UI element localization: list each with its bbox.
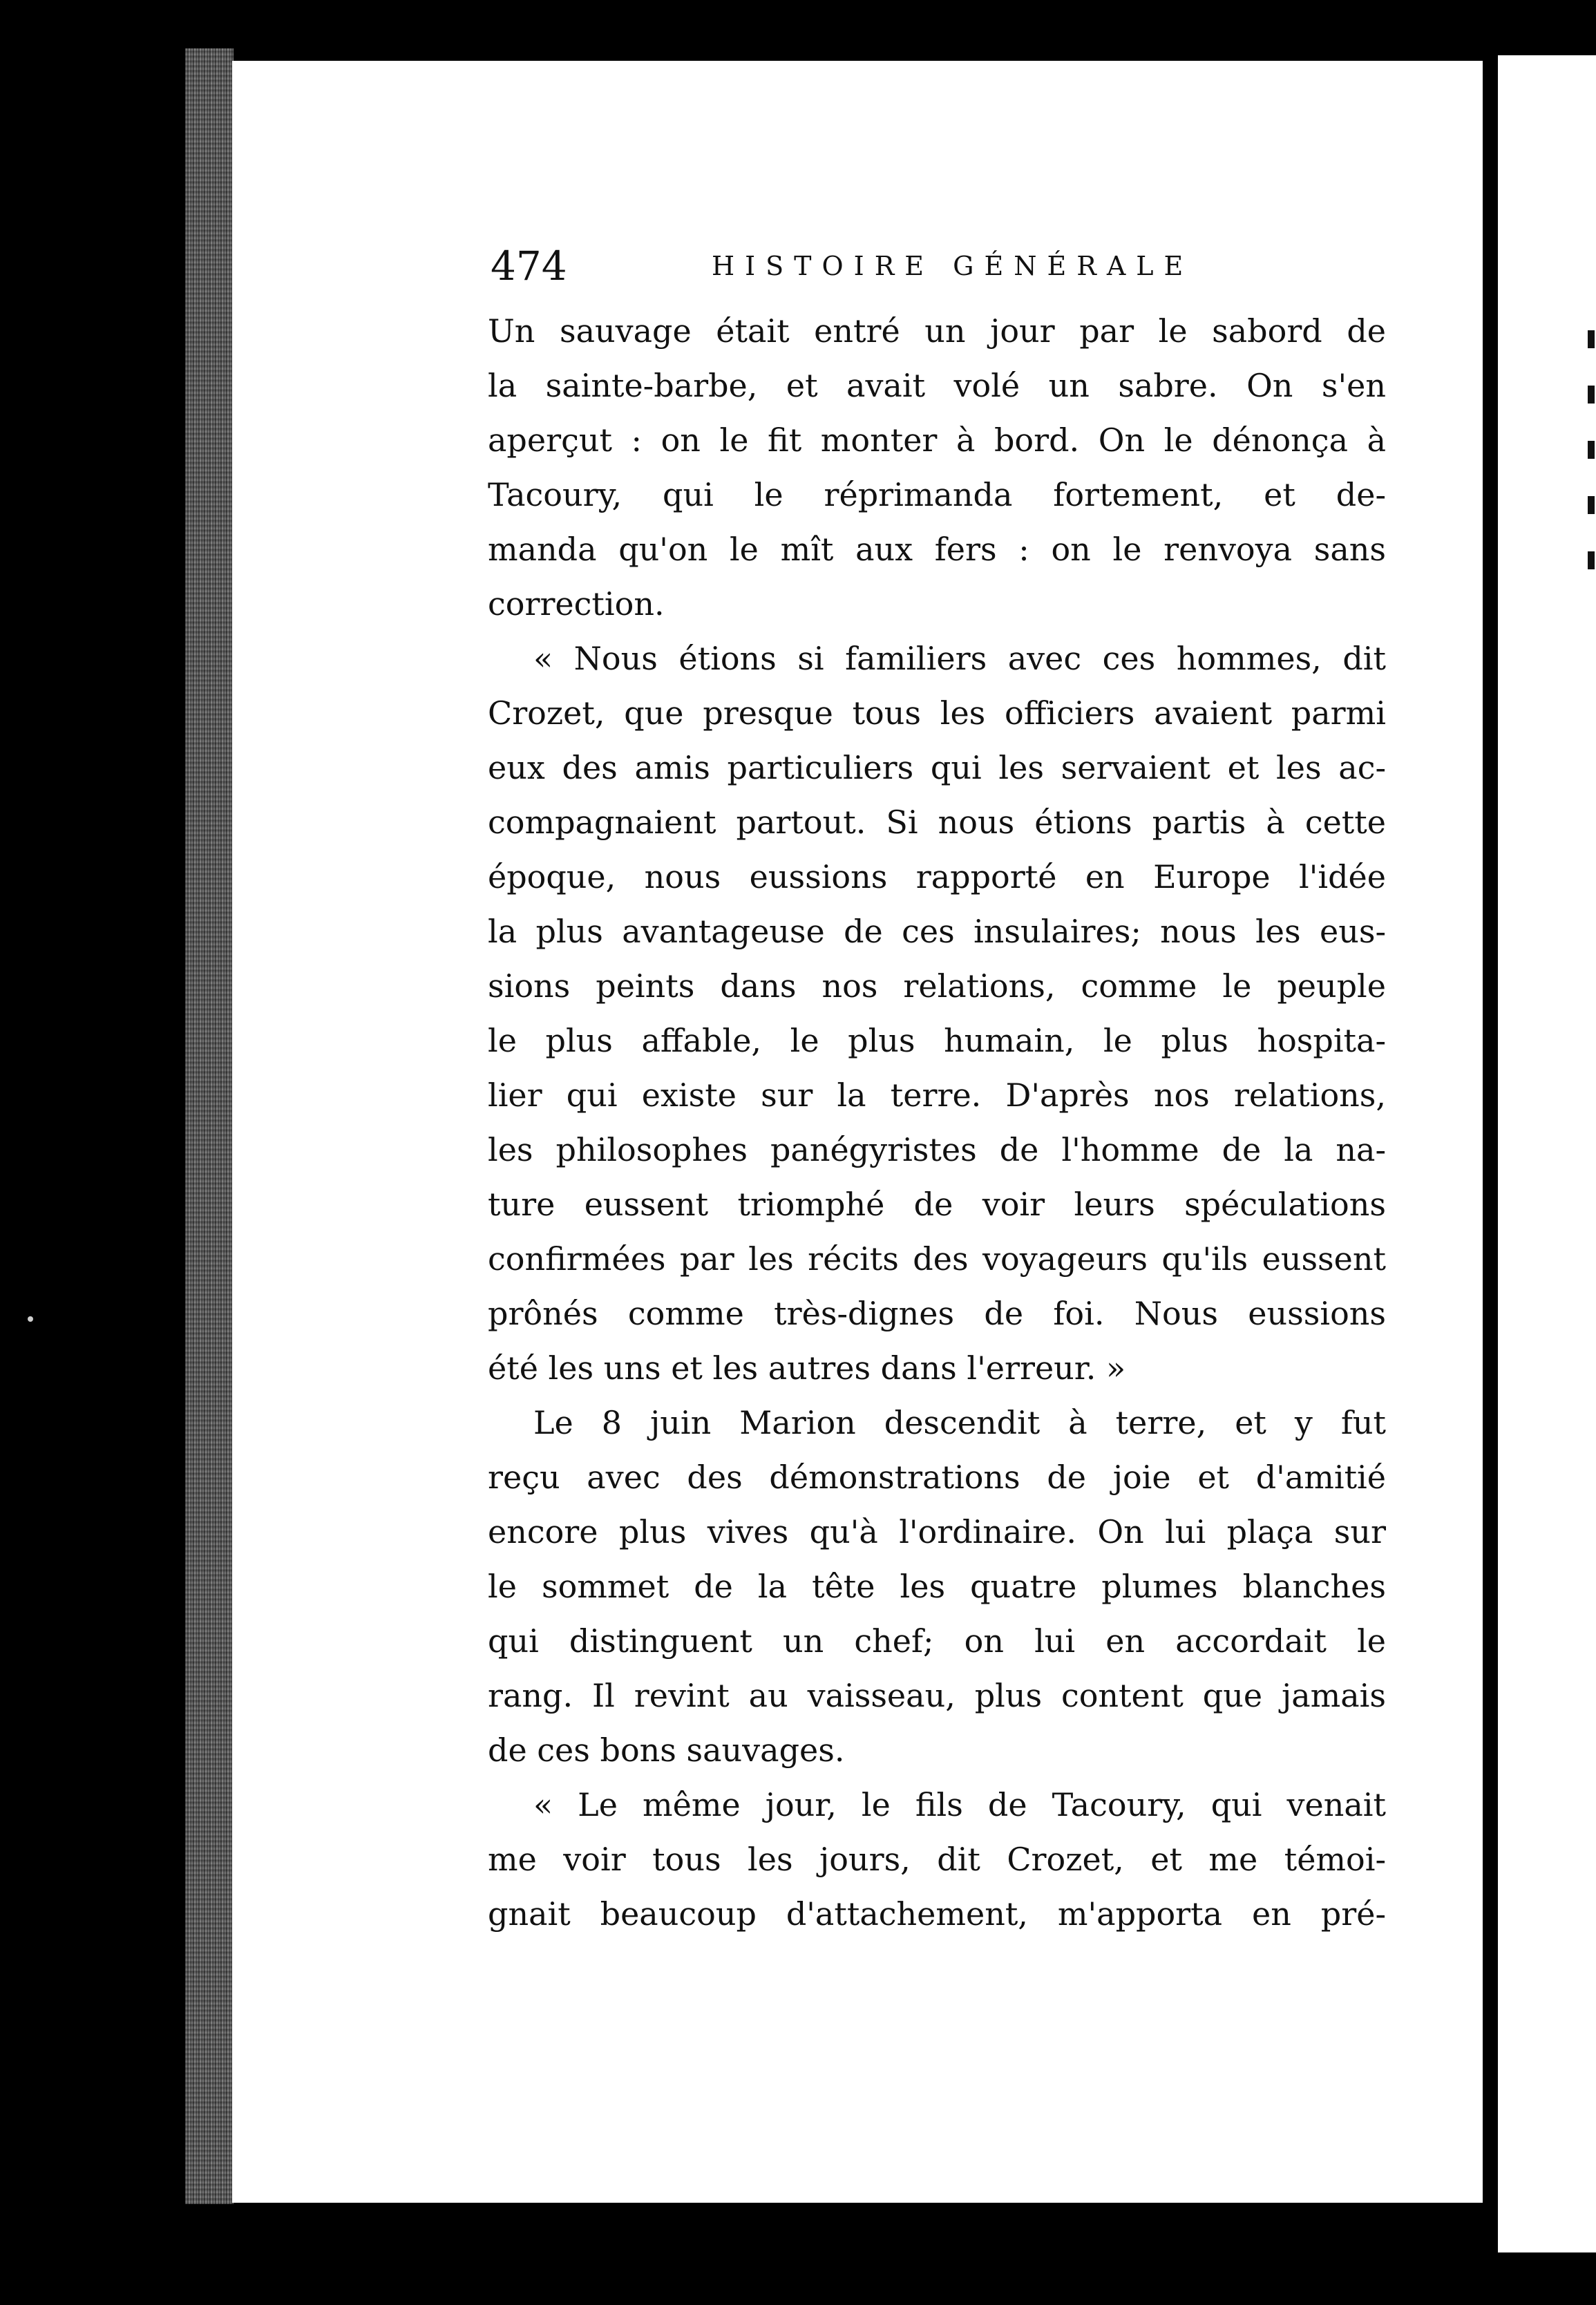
adjacent-page-glyph [1588,386,1595,404]
running-head [491,242,1382,290]
text-line: été les uns et les autres dans l'erreur. » [488,1349,1126,1387]
scan-speck [28,1316,33,1322]
text-line: Crozet, que presque tous les officiers avaient parmi [488,694,1386,732]
text-line: gnait beaucoup d'attachement, m'apporta en pré- [488,1895,1386,1933]
text-line: la plus avantageuse de ces insulaires; nous les eus- [488,913,1386,950]
text-line: compagnaient partout. Si nous étions partis à cette [488,804,1386,841]
text-line: sions peints dans nos relations, comme le peuple [488,967,1386,1005]
text-line: rang. Il revint au vaisseau, plus content que jamais [488,1677,1386,1714]
text-line: époque, nous eussions rapporté en Europe l'idée [488,858,1386,895]
adjacent-page-glyph [1588,496,1595,514]
text-line: prônés comme très-dignes de foi. Nous eussions [488,1295,1386,1332]
text-line: le plus affable, le plus humain, le plus hospita- [488,1022,1386,1059]
text-line: Le 8 juin Marion descendit à terre, et y fut [533,1404,1386,1441]
running-head-title: HISTOIRE GÉNÉRALE [712,251,1194,281]
text-line: confirmées par les récits des voyageurs qu'ils eussent [488,1240,1386,1278]
page-fore-edge [185,48,234,2204]
text-line: encore plus vives qu'à l'ordinaire. On lui plaça sur [488,1513,1386,1550]
text-line: le sommet de la tête les quatre plumes blanches [488,1568,1386,1605]
text-line: reçu avec des démonstrations de joie et d'amitié [488,1459,1386,1496]
adjacent-page-glyph [1588,330,1595,348]
text-line: me voir tous les jours, dit Crozet, et me témoi- [488,1841,1386,1878]
text-line: Un sauvage était entré un jour par le sabord de [488,312,1386,350]
text-line: « Le même jour, le fils de Tacoury, qui venait [533,1786,1386,1823]
text-line: eux des amis particuliers qui les servaient et les ac- [488,749,1386,786]
text-line: les philosophes panégyristes de l'homme de la na- [488,1131,1386,1168]
adjacent-page-edge [1498,55,1596,2252]
text-line: ture eussent triomphé de voir leurs spéculations [488,1186,1386,1223]
text-line: qui distinguent un chef; on lui en accordait le [488,1622,1386,1660]
text-line: lier qui existe sur la terre. D'après nos relations, [488,1076,1386,1114]
adjacent-page-glyph [1588,551,1595,569]
text-line: Tacoury, qui le réprimanda fortement, et de- [488,476,1386,513]
text-line: « Nous étions si familiers avec ces hommes, dit [533,640,1386,677]
text-line: aperçut : on le fit monter à bord. On le dénonça à [488,421,1386,459]
text-line: la sainte-barbe, et avait volé un sabre. On s'en [488,367,1386,404]
text-line: manda qu'on le mît aux fers : on le renvoya sans [488,531,1386,568]
adjacent-page-glyph [1588,441,1595,459]
body-text [488,304,1386,1942]
page-number: 474 [491,243,567,290]
text-line: de ces bons sauvages. [488,1732,845,1769]
text-line: correction. [488,585,665,623]
